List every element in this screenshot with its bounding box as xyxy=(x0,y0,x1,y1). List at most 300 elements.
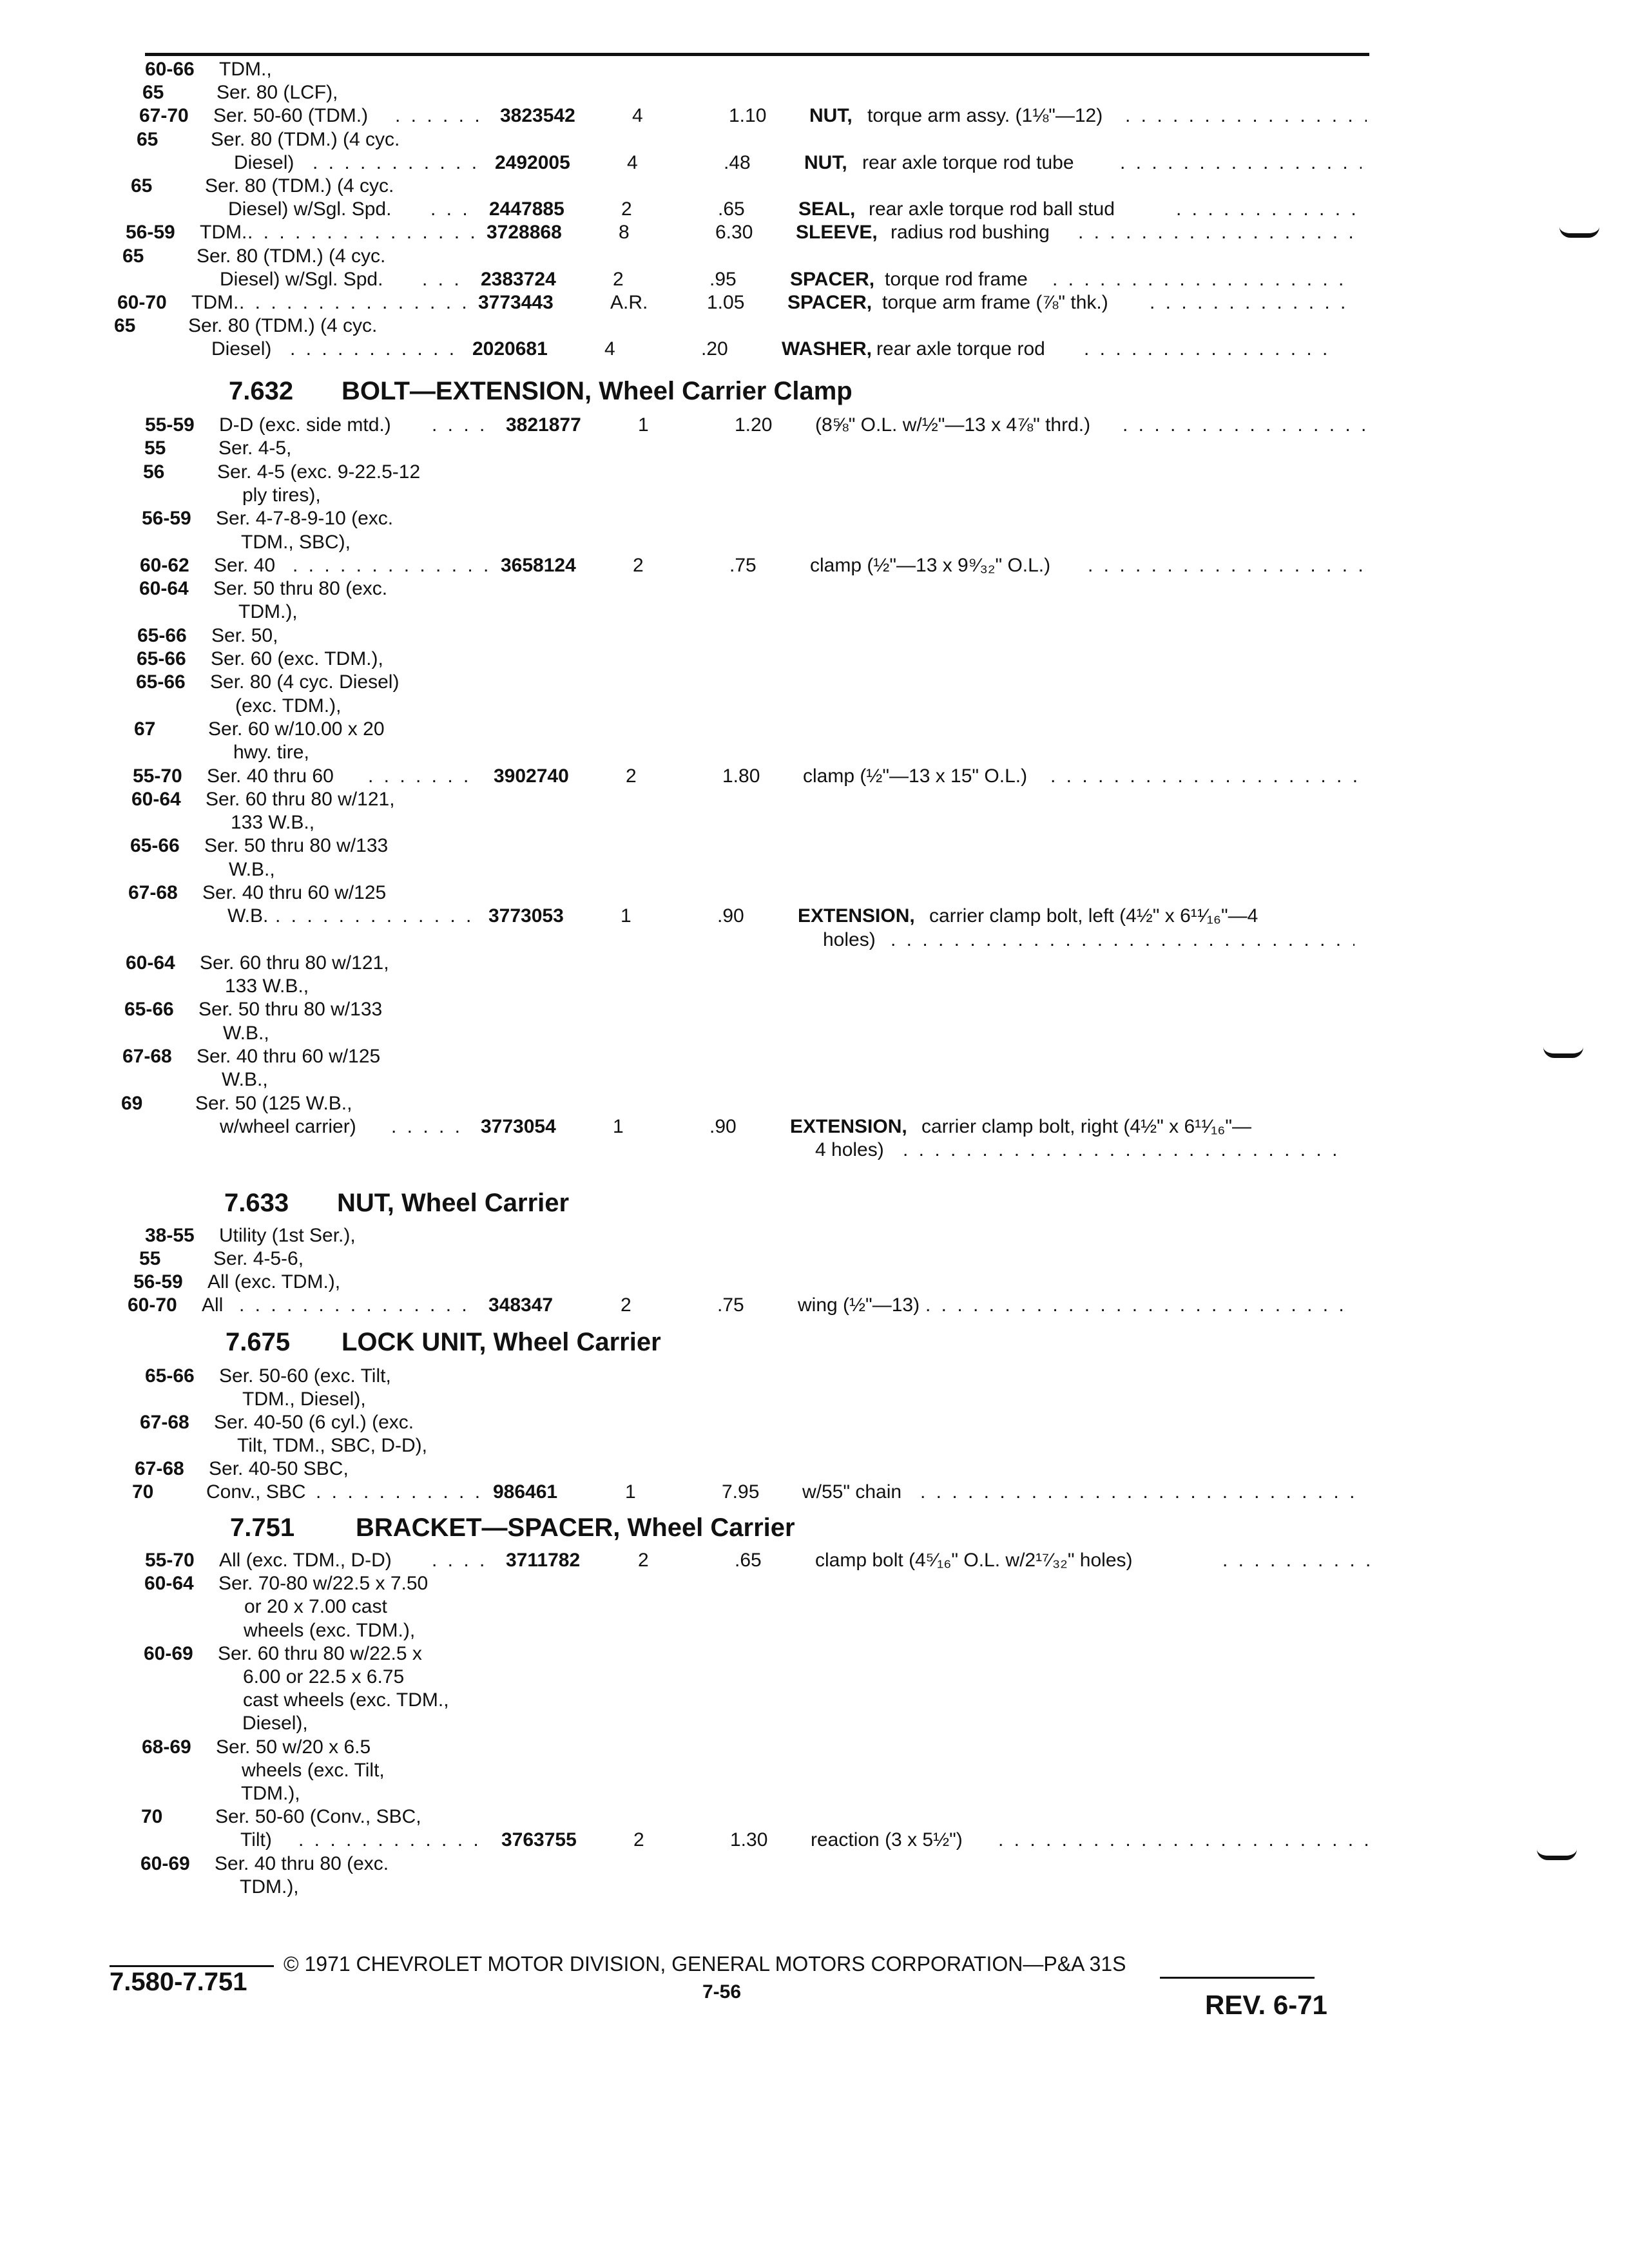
part-description: rear axle torque rod tube xyxy=(862,152,1074,173)
model-years: 68-69 xyxy=(142,1736,191,1758)
application: TDM.), xyxy=(240,1876,299,1898)
edge-tick-mark xyxy=(1537,1849,1577,1860)
table-row xyxy=(0,459,1627,485)
quantity: 2 xyxy=(626,765,637,787)
table-row xyxy=(0,1664,1627,1690)
footer-rule xyxy=(110,1965,274,1967)
part-number: 3823542 xyxy=(500,105,575,126)
price: .20 xyxy=(701,338,728,360)
table-row xyxy=(0,1618,1628,1644)
model-years: 65 xyxy=(131,175,153,197)
application: TDM.), xyxy=(241,1783,300,1804)
leader-dots xyxy=(1125,103,1367,129)
model-years: 70 xyxy=(141,1806,163,1827)
model-years: 60-64 xyxy=(144,1573,194,1594)
table-row xyxy=(0,1548,1629,1573)
part-name: WASHER, xyxy=(782,338,872,360)
price: .75 xyxy=(729,555,757,576)
price: .75 xyxy=(717,1294,744,1316)
table-row xyxy=(0,997,1608,1023)
part-description: rear axle torque rod ball stud xyxy=(869,198,1115,220)
footer-page-number: 7-56 xyxy=(702,1981,742,2003)
application: Ser. 50 (125 W.B., xyxy=(195,1093,352,1114)
application: Ser. 80 (LCF), xyxy=(217,82,338,103)
application: Diesel) xyxy=(211,338,272,360)
table-row xyxy=(0,313,1598,339)
application: All xyxy=(202,1294,224,1316)
model-years: 67-68 xyxy=(140,1412,189,1433)
application: Ser. 40 thru 60 xyxy=(207,765,334,787)
table-row xyxy=(0,1269,1617,1295)
leader-dots xyxy=(298,1827,488,1853)
application: Conv., SBC xyxy=(206,1481,306,1503)
part-number: 3763755 xyxy=(501,1829,577,1850)
model-years: 67-68 xyxy=(128,882,178,903)
part-description: 4 holes) xyxy=(815,1139,884,1160)
application: Diesel), xyxy=(242,1713,308,1734)
table-row xyxy=(0,220,1610,245)
table-row xyxy=(0,553,1624,579)
table-row xyxy=(0,506,1626,532)
part-description: carrier clamp bolt, right (4½" x 6¹¹⁄₁₆"— xyxy=(921,1116,1251,1137)
model-years: 55 xyxy=(144,437,166,459)
model-years: 55-70 xyxy=(145,1550,195,1571)
application: Ser. 60 w/10.00 x 20 xyxy=(208,718,385,740)
application: Ser. 60 thru 80 w/121, xyxy=(200,952,389,974)
table-row xyxy=(0,1571,1628,1597)
price: 6.30 xyxy=(715,222,753,243)
model-years: 65-66 xyxy=(145,1365,195,1387)
application: TDM.), xyxy=(238,601,298,622)
part-description: holes) xyxy=(823,929,876,950)
table-row xyxy=(0,1044,1606,1070)
application: wheels (exc. Tilt, xyxy=(242,1760,385,1781)
table-row xyxy=(0,599,1623,625)
part-number: 3773443 xyxy=(478,292,554,313)
price: 7.95 xyxy=(722,1481,760,1503)
table-row xyxy=(0,1433,1621,1459)
model-years: 67-68 xyxy=(122,1046,172,1067)
model-years: 67-70 xyxy=(139,105,189,126)
quantity: 4 xyxy=(632,105,643,126)
table-row xyxy=(0,103,1623,129)
application: Ser. 4-7-8-9-10 (exc. xyxy=(216,508,394,529)
part-description: wing (½"—13) xyxy=(798,1294,920,1316)
table-row xyxy=(0,787,1615,812)
leader-dots xyxy=(290,336,459,362)
model-years: 65-66 xyxy=(137,625,187,646)
model-years: 56-59 xyxy=(126,222,175,243)
model-years: 60-64 xyxy=(131,789,181,810)
leader-dots xyxy=(998,1827,1368,1853)
model-years: 65 xyxy=(137,129,159,150)
table-row xyxy=(0,927,1611,953)
section-title: NUT, Wheel Carrier xyxy=(337,1189,570,1217)
application: ply tires), xyxy=(242,485,321,506)
application: Ser. 50-60 (Conv., SBC, xyxy=(215,1806,421,1827)
application: wheels (exc. TDM.), xyxy=(244,1620,416,1641)
table-row xyxy=(0,267,1604,293)
leader-dots xyxy=(1084,336,1339,362)
model-years: 60-70 xyxy=(128,1294,177,1316)
part-name: SEAL, xyxy=(798,198,856,220)
table-row xyxy=(0,1091,1605,1117)
model-years: 60-70 xyxy=(117,292,167,313)
table-row xyxy=(0,80,1626,106)
table-row xyxy=(0,1410,1624,1436)
part-number: 2383724 xyxy=(481,269,556,290)
leader-dots xyxy=(1222,1548,1373,1573)
application: Ser. 80 (TDM.) (4 cyc. xyxy=(188,315,378,336)
application: Utility (1st Ser.), xyxy=(219,1225,356,1246)
part-name: EXTENSION, xyxy=(798,905,915,927)
table-row xyxy=(0,740,1617,765)
section-heading xyxy=(226,1326,1192,1358)
table-row xyxy=(0,669,1620,695)
application: Ser. 4-5, xyxy=(218,437,292,459)
table-row xyxy=(0,530,1625,555)
table-row xyxy=(0,1874,1624,1900)
application: Ser. 50 w/20 x 6.5 xyxy=(216,1736,371,1758)
application: Ser. 80 (TDM.) (4 cyc. xyxy=(205,175,394,197)
application: Ser. 50 thru 80 w/133 xyxy=(198,999,383,1020)
model-years: 55 xyxy=(139,1248,161,1269)
application: TDM., Diesel), xyxy=(242,1389,366,1410)
edge-tick-mark xyxy=(1559,227,1599,238)
quantity: 1 xyxy=(613,1116,624,1137)
table-row xyxy=(0,1711,1626,1736)
model-years: 65-66 xyxy=(130,835,180,856)
leader-dots xyxy=(239,290,465,316)
price: .90 xyxy=(709,1116,737,1137)
leader-dots xyxy=(1123,412,1373,438)
application: or 20 x 7.00 cast xyxy=(244,1596,387,1617)
application: W.B., xyxy=(222,1069,268,1090)
application: All (exc. TDM., D-D) xyxy=(219,1550,392,1571)
leader-dots xyxy=(925,1293,1355,1318)
model-years: 65 xyxy=(142,82,164,103)
application: Ser. 80 (4 cyc. Diesel) xyxy=(210,671,400,693)
application: w/wheel carrier) xyxy=(220,1116,356,1137)
table-row xyxy=(0,1293,1612,1318)
application: TDM., SBC), xyxy=(241,532,351,553)
leader-dots xyxy=(891,927,1354,953)
leader-dots xyxy=(368,764,481,789)
model-years: 67-68 xyxy=(135,1458,184,1479)
application: Diesel) xyxy=(234,152,294,173)
application: Ser. 50, xyxy=(211,625,278,646)
model-years: 56-59 xyxy=(133,1271,183,1293)
quantity: 4 xyxy=(627,152,638,173)
part-description: torque arm frame (⅞" thk.) xyxy=(882,292,1108,313)
application: Ser. 50 thru 80 (exc. xyxy=(213,578,388,599)
model-years: 56-59 xyxy=(142,508,191,529)
edge-tick-mark xyxy=(1543,1047,1583,1058)
footer-revision: REV. 6-71 xyxy=(1205,1990,1327,2020)
model-years: 56 xyxy=(143,461,165,483)
leader-dots xyxy=(316,1479,480,1505)
leader-dots xyxy=(1150,290,1345,316)
application: Ser. 50-60 (exc. Tilt, xyxy=(219,1365,391,1387)
application: Ser. 4-5-6, xyxy=(213,1248,304,1269)
table-row xyxy=(0,1758,1626,1783)
quantity: 2 xyxy=(621,1294,631,1316)
table-row xyxy=(0,1735,1626,1760)
table-row xyxy=(0,1246,1623,1272)
table-row xyxy=(0,290,1601,316)
table-row xyxy=(0,1021,1607,1046)
application: Ser. 60 (exc. TDM.), xyxy=(211,648,383,669)
quantity: 1 xyxy=(621,905,631,927)
table-row xyxy=(0,173,1615,199)
application: Tilt) xyxy=(240,1829,272,1850)
quantity: 8 xyxy=(619,222,630,243)
quantity: 2 xyxy=(621,198,632,220)
model-years: 60-69 xyxy=(144,1643,193,1664)
part-description: torque rod frame xyxy=(885,269,1028,290)
application: Ser. 50-60 (TDM.) xyxy=(213,105,369,126)
leader-dots xyxy=(275,903,476,929)
application: cast wheels (exc. TDM., xyxy=(243,1689,449,1711)
model-years: 60-64 xyxy=(139,578,189,599)
part-number: 348347 xyxy=(488,1294,554,1316)
price: .65 xyxy=(718,198,745,220)
table-row xyxy=(0,1363,1629,1389)
table-row xyxy=(0,623,1621,649)
application: Ser. 4-5 (exc. 9-22.5-12 xyxy=(217,461,421,483)
table-row xyxy=(0,1114,1604,1140)
part-number: 3728868 xyxy=(487,222,562,243)
section-heading xyxy=(224,1187,1191,1219)
application: 133 W.B., xyxy=(225,975,309,997)
table-row xyxy=(0,903,1612,929)
leader-dots xyxy=(903,1137,1347,1163)
part-description: (8⅝" O.L. w/½"—13 x 4⅞" thrd.) xyxy=(815,414,1091,436)
model-years: 60-62 xyxy=(140,555,189,576)
price: .90 xyxy=(717,905,744,927)
application: TDM. xyxy=(191,292,239,313)
application: Ser. 50 thru 80 w/133 xyxy=(204,835,389,856)
table-row xyxy=(0,1687,1627,1713)
model-years: 55-70 xyxy=(133,765,182,787)
leader-dots xyxy=(1050,764,1360,789)
application: Ser. 80 (TDM.) (4 cyc. xyxy=(211,129,400,150)
table-row xyxy=(0,1804,1625,1830)
model-years: 55-59 xyxy=(145,414,195,436)
table-row xyxy=(0,950,1610,976)
quantity: 2 xyxy=(633,555,644,576)
section-number: 7.675 xyxy=(226,1328,291,1356)
application: W.B., xyxy=(229,859,275,880)
table-row xyxy=(0,1851,1624,1877)
leader-dots xyxy=(432,1548,493,1573)
section-title: BRACKET—SPACER, Wheel Carrier xyxy=(356,1514,795,1542)
leader-dots xyxy=(1088,553,1367,579)
leader-dots xyxy=(395,103,487,129)
application: Ser. 40 thru 80 (exc. xyxy=(215,1853,389,1874)
part-description: reaction (3 x 5½") xyxy=(811,1829,963,1850)
application: Ser. 80 (TDM.) (4 cyc. xyxy=(197,245,386,267)
part-number: 3902740 xyxy=(494,765,569,787)
table-row xyxy=(0,483,1626,508)
model-years: 67 xyxy=(134,718,156,740)
footer-copyright: © 1971 CHEVROLET MOTOR DIVISION, GENERAL MOTORS CORPORATION—P&A 31S xyxy=(284,1952,1126,1975)
leader-dots xyxy=(430,197,476,222)
table-row xyxy=(0,880,1612,906)
footer-section-range: 7.580-7.751 xyxy=(110,1968,247,1996)
application: D-D (exc. side mtd.) xyxy=(219,414,391,436)
part-name: NUT, xyxy=(809,105,853,126)
part-name: NUT, xyxy=(804,152,847,173)
leader-dots xyxy=(1078,220,1353,245)
table-row xyxy=(0,336,1595,362)
application: Ser. 40 thru 60 w/125 xyxy=(202,882,387,903)
table-row xyxy=(0,576,1623,602)
leader-dots xyxy=(1052,267,1347,293)
footer-rule xyxy=(1160,1977,1315,1979)
table-row xyxy=(0,57,1629,82)
model-years: 69 xyxy=(121,1093,143,1114)
leader-dots xyxy=(239,1293,476,1318)
application: Ser. 40 xyxy=(214,555,276,576)
model-years: 65-66 xyxy=(137,648,186,669)
price: 1.05 xyxy=(707,292,745,313)
part-number: 986461 xyxy=(493,1481,558,1503)
leader-dots xyxy=(293,553,488,579)
price: 1.20 xyxy=(735,414,773,436)
application: Ser. 60 thru 80 w/22.5 x xyxy=(218,1643,422,1664)
table-row xyxy=(0,646,1621,672)
price: .48 xyxy=(724,152,751,173)
table-row xyxy=(0,1223,1629,1249)
table-row xyxy=(0,810,1615,836)
application: Ser. 40-50 SBC, xyxy=(209,1458,349,1479)
part-description: rear axle torque rod xyxy=(876,338,1045,360)
table-row xyxy=(0,1479,1616,1505)
part-number: 3658124 xyxy=(501,555,576,576)
section-title: BOLT—EXTENSION, Wheel Carrier Clamp xyxy=(342,377,853,405)
quantity: 4 xyxy=(604,338,615,360)
application: Tilt, TDM., SBC, D-D), xyxy=(237,1435,427,1456)
part-description: w/55" chain xyxy=(802,1481,902,1503)
section-number: 7.751 xyxy=(230,1514,295,1542)
leader-dots xyxy=(432,412,493,438)
leader-dots xyxy=(920,1479,1360,1505)
application: Ser. 40-50 (6 cyl.) (exc. xyxy=(214,1412,414,1433)
part-description: carrier clamp bolt, left (4½" x 6¹¹⁄₁₆"—4 xyxy=(929,905,1258,927)
application: W.B., xyxy=(223,1023,269,1044)
table-row xyxy=(0,1594,1628,1620)
application: Diesel) w/Sgl. Spd. xyxy=(228,198,392,220)
table-row xyxy=(0,974,1609,999)
table-row xyxy=(0,1827,1624,1853)
quantity: A.R. xyxy=(610,292,648,313)
part-number: 2447885 xyxy=(489,198,564,220)
quantity: 2 xyxy=(633,1829,644,1850)
model-years: 65 xyxy=(114,315,136,336)
section-number: 7.632 xyxy=(229,377,294,405)
part-name: EXTENSION, xyxy=(790,1116,907,1137)
leader-dots xyxy=(422,267,468,293)
application: hwy. tire, xyxy=(233,742,309,763)
table-row xyxy=(0,716,1618,742)
table-row xyxy=(0,127,1621,153)
application: TDM., xyxy=(219,59,272,80)
part-description: torque arm assy. (1⅛"—12) xyxy=(867,105,1103,126)
application: 133 W.B., xyxy=(231,812,315,833)
part-name: SPACER, xyxy=(790,269,875,290)
part-number: 3711782 xyxy=(506,1550,581,1571)
model-years: 65-66 xyxy=(124,999,174,1020)
table-row xyxy=(0,150,1618,176)
section-heading xyxy=(230,1512,1197,1544)
leader-dots xyxy=(247,220,474,245)
table-row xyxy=(0,197,1612,222)
table-row xyxy=(0,764,1617,789)
table-row xyxy=(0,857,1613,883)
part-number: 2020681 xyxy=(472,338,548,360)
application: 6.00 or 22.5 x 6.75 xyxy=(243,1666,405,1687)
section-number: 7.633 xyxy=(224,1189,289,1217)
model-years: 60-69 xyxy=(140,1853,190,1874)
table-row xyxy=(0,436,1628,461)
table-row xyxy=(0,1456,1619,1482)
leader-dots xyxy=(313,150,482,176)
application: Ser. 70-80 w/22.5 x 7.50 xyxy=(218,1573,429,1594)
model-years: 65 xyxy=(122,245,144,267)
price: .95 xyxy=(709,269,737,290)
application: (exc. TDM.), xyxy=(235,695,342,716)
application: All (exc. TDM.), xyxy=(207,1271,341,1293)
top-rule xyxy=(145,53,1369,56)
page-footer xyxy=(110,1952,1366,2036)
part-name: SLEEVE, xyxy=(796,222,878,243)
price: 1.80 xyxy=(722,765,760,787)
quantity: 2 xyxy=(613,269,624,290)
table-row xyxy=(0,693,1619,719)
model-years: 65-66 xyxy=(136,671,186,693)
part-number: 3773053 xyxy=(488,905,564,927)
quantity: 2 xyxy=(638,1550,649,1571)
model-years: 60-64 xyxy=(126,952,175,974)
model-years: 60-66 xyxy=(145,59,195,80)
part-description: radius rod bushing xyxy=(891,222,1050,243)
quantity: 1 xyxy=(638,414,649,436)
part-number: 2492005 xyxy=(495,152,570,173)
price: 1.30 xyxy=(730,1829,768,1850)
application: Diesel) w/Sgl. Spd. xyxy=(220,269,383,290)
section-heading xyxy=(229,375,1195,407)
application: Ser. 60 thru 80 w/121, xyxy=(206,789,395,810)
table-row xyxy=(0,1781,1625,1807)
table-row xyxy=(0,412,1629,438)
model-years: 38-55 xyxy=(145,1225,195,1246)
part-number: 3773054 xyxy=(481,1116,556,1137)
part-name: SPACER, xyxy=(787,292,872,313)
price: 1.10 xyxy=(729,105,767,126)
price: .65 xyxy=(735,1550,762,1571)
leader-dots xyxy=(1176,197,1356,222)
application: Ser. 40 thru 60 w/125 xyxy=(197,1046,381,1067)
table-row xyxy=(0,1137,1603,1163)
application: W.B. xyxy=(227,905,269,927)
quantity: 1 xyxy=(625,1481,636,1503)
table-row xyxy=(0,1067,1606,1093)
table-row xyxy=(0,244,1606,269)
table-row xyxy=(0,1387,1626,1412)
part-description: clamp bolt (4⁵⁄₁₆" O.L. w/2¹⁷⁄₃₂" holes) xyxy=(815,1550,1133,1571)
leader-dots xyxy=(391,1114,468,1140)
